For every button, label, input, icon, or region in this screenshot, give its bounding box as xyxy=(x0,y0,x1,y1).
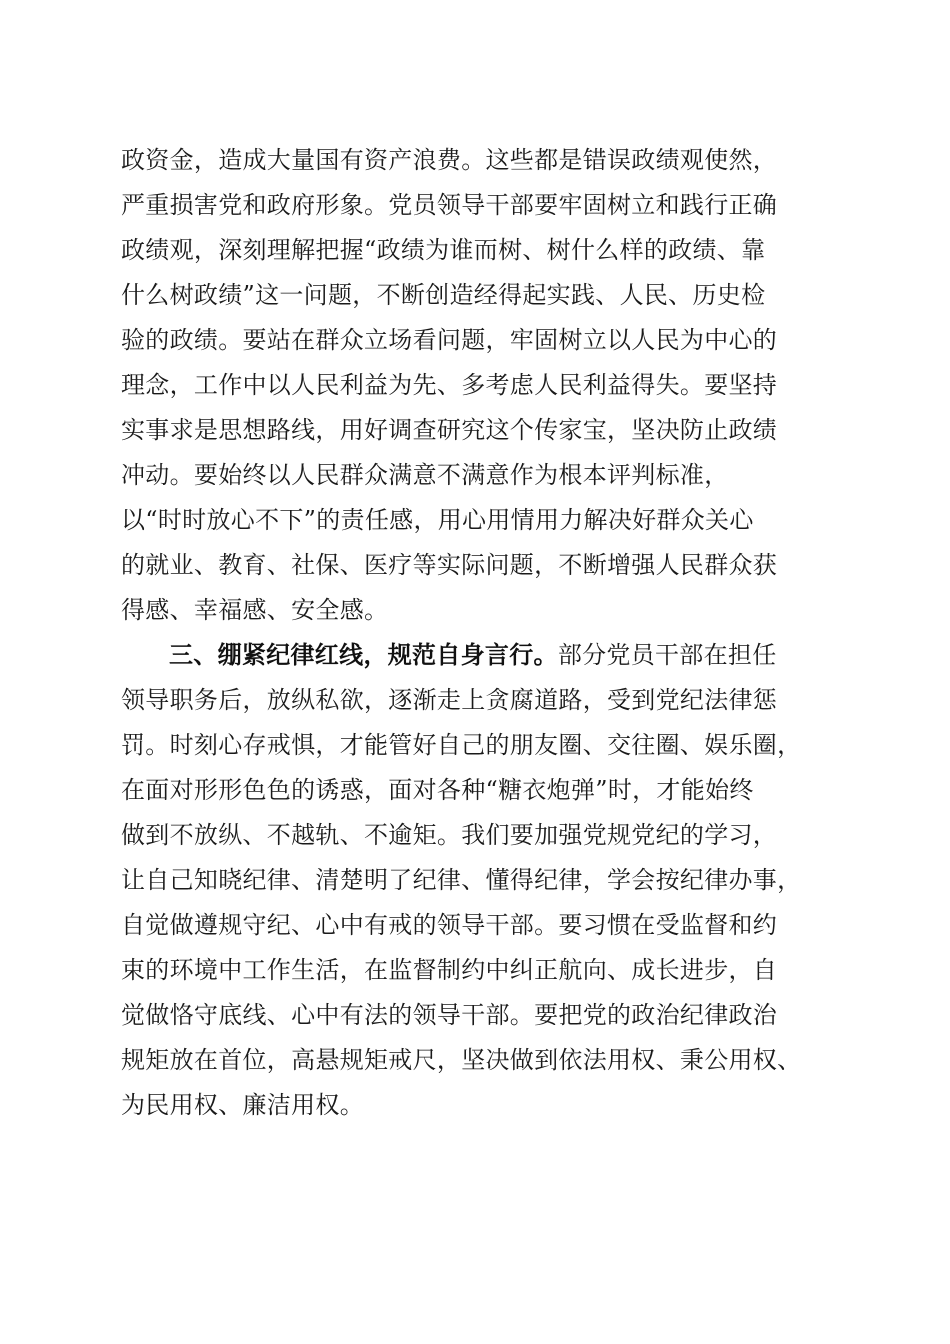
paragraph1-line-7: 实事求是思想路线，用好调查研究这个传家宝，坚决防止政绩 xyxy=(121,416,778,444)
paragraph2-line-6: 让自己知晓纪律、清楚明了纪律、懂得纪律，学会按纪律办事， xyxy=(121,866,802,894)
paragraph1-line-8: 冲动。要始终以人民群众满意不满意作为根本评判标准， xyxy=(121,461,729,489)
paragraph2-line-11: 为民用权、廉洁用权。 xyxy=(121,1091,364,1119)
paragraph2-line-9: 觉做恪守底线、心中有法的领导干部。要把党的政治纪律政治 xyxy=(121,1001,778,1029)
section-heading: 三、绷紧纪律红线，规范自身言行。 xyxy=(169,640,558,669)
paragraph2-line-5: 做到不放纵、不越轨、不逾矩。我们要加强党规党纪的学习， xyxy=(121,821,778,849)
paragraph1-line-1: 政资金，造成大量国有资产浪费。这些都是错误政绩观使然， xyxy=(121,146,778,174)
paragraph1-line-9: 以“时时放心不下”的责任感，用心用情用力解决好群众关心 xyxy=(121,506,754,534)
paragraph2-line-4: 在面对形形色色的诱惑，面对各种“糖衣炮弹”时，才能始终 xyxy=(121,776,754,804)
paragraph2-line-2: 领导职务后，放纵私欲，逐渐走上贪腐道路，受到党纪法律惩 xyxy=(121,686,778,714)
paragraph1-line-10: 的就业、教育、社保、医疗等实际问题，不断增强人民群众获 xyxy=(121,551,778,579)
paragraph1-line-2: 严重损害党和政府形象。党员领导干部要牢固树立和践行正确 xyxy=(121,191,778,219)
paragraph2-line-10: 规矩放在首位，高悬规矩戒尺，坚决做到依法用权、秉公用权、 xyxy=(121,1046,802,1074)
paragraph2-line-8: 束的环境中工作生活，在监督制约中纠正航向、成长进步，自 xyxy=(121,956,778,984)
paragraph2-first-line xyxy=(169,639,841,671)
paragraph1-line-11: 得感、幸福感、安全感。 xyxy=(121,596,389,624)
paragraph1-line-3: 政绩观，深刻理解把握“政绩为谁而树、树什么样的政绩、靠 xyxy=(121,236,766,264)
paragraph1-line-4: 什么树政绩”这一问题，不断创造经得起实践、人民、历史检 xyxy=(121,281,766,309)
paragraph2-line-7: 自觉做遵规守纪、心中有戒的领导干部。要习惯在受监督和约 xyxy=(121,911,778,939)
paragraph2-first-line-text: 部分党员干部在担任 xyxy=(557,641,777,669)
paragraph2-line-3: 罚。时刻心存戒惧，才能管好自己的朋友圈、交往圈、娱乐圈， xyxy=(121,731,802,759)
paragraph1-line-6: 理念，工作中以人民利益为先、多考虑人民利益得失。要坚持 xyxy=(121,371,778,399)
paragraph1-line-5: 验的政绩。要站在群众立场看问题，牢固树立以人民为中心的 xyxy=(121,326,778,354)
